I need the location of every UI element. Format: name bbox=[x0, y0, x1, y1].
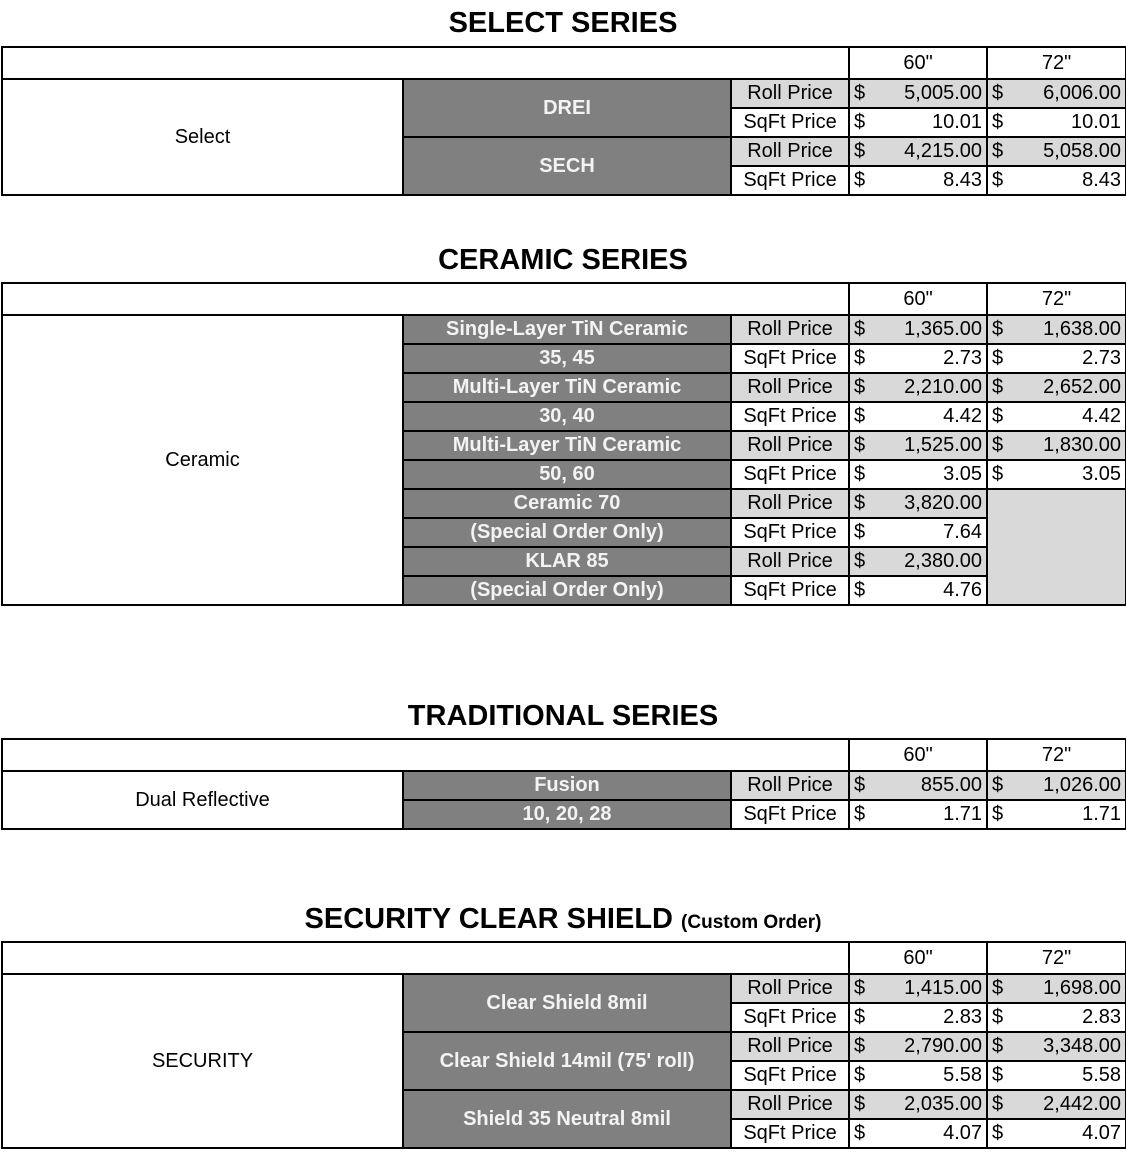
price-72-cell bbox=[987, 137, 1126, 166]
currency-symbol: $ bbox=[992, 774, 1004, 796]
price-type: SqFt Price bbox=[731, 1003, 849, 1032]
price-60-cell bbox=[849, 373, 987, 402]
price-value: 10.01 bbox=[1070, 111, 1122, 133]
product-subname: 10, 20, 28 bbox=[403, 800, 731, 829]
header-spacer bbox=[2, 942, 849, 974]
size-60-header: 60" bbox=[849, 739, 987, 771]
price-72-cell bbox=[987, 373, 1126, 402]
price-type: Roll Price bbox=[731, 974, 849, 1003]
price-value: 1,365.00 bbox=[904, 318, 983, 340]
currency-symbol: $ bbox=[992, 1035, 1004, 1057]
price-value: 2,210.00 bbox=[904, 376, 983, 398]
price-type: SqFt Price bbox=[731, 460, 849, 489]
price-value: 855.00 bbox=[920, 774, 983, 796]
product-subname: 30, 40 bbox=[403, 402, 731, 431]
product-subname: (Special Order Only) bbox=[403, 576, 731, 605]
table-row bbox=[2, 79, 1126, 108]
currency-symbol: $ bbox=[854, 521, 866, 543]
price-72-cell bbox=[987, 1061, 1126, 1090]
table-row bbox=[2, 974, 1126, 1003]
price-value: 5.58 bbox=[943, 1064, 983, 1086]
price-type: SqFt Price bbox=[731, 1061, 849, 1090]
price-60-cell bbox=[849, 771, 987, 800]
price-72-cell bbox=[987, 108, 1126, 137]
price-60-cell bbox=[849, 1090, 987, 1119]
currency-symbol: $ bbox=[854, 434, 866, 456]
header-row bbox=[2, 47, 1126, 79]
price-value: 4.07 bbox=[1082, 1122, 1122, 1144]
currency-symbol: $ bbox=[854, 492, 866, 514]
price-value: 1.71 bbox=[943, 803, 983, 825]
price-value: 6,006.00 bbox=[1043, 82, 1122, 104]
price-72-cell bbox=[987, 1119, 1126, 1148]
price-value: 8.43 bbox=[943, 169, 983, 191]
price-60-cell bbox=[849, 1032, 987, 1061]
price-table-select bbox=[1, 46, 1126, 196]
price-table-security bbox=[1, 941, 1126, 1149]
price-value: 4.07 bbox=[943, 1122, 983, 1144]
price-value: 7.64 bbox=[943, 521, 983, 543]
price-value: 2,442.00 bbox=[1043, 1093, 1122, 1115]
price-type: Roll Price bbox=[731, 771, 849, 800]
price-value: 2,652.00 bbox=[1043, 376, 1122, 398]
size-60-header: 60" bbox=[849, 47, 987, 79]
price-60-cell bbox=[849, 489, 987, 518]
price-value: 3,348.00 bbox=[1043, 1035, 1122, 1057]
currency-symbol: $ bbox=[992, 82, 1004, 104]
price-table-traditional bbox=[1, 738, 1126, 830]
currency-symbol: $ bbox=[992, 169, 1004, 191]
size-72-header: 72" bbox=[987, 47, 1126, 79]
price-72-cell bbox=[987, 315, 1126, 344]
header-row bbox=[2, 942, 1126, 974]
price-60-cell bbox=[849, 402, 987, 431]
price-value: 4.42 bbox=[1082, 405, 1122, 427]
price-value: 1.71 bbox=[1082, 803, 1122, 825]
size-60-header: 60" bbox=[849, 283, 987, 315]
currency-symbol: $ bbox=[992, 1006, 1004, 1028]
price-value: 2.83 bbox=[943, 1006, 983, 1028]
price-type: Roll Price bbox=[731, 137, 849, 166]
price-60-cell bbox=[849, 800, 987, 829]
currency-symbol: $ bbox=[854, 579, 866, 601]
currency-symbol: $ bbox=[992, 376, 1004, 398]
price-72-cell bbox=[987, 431, 1126, 460]
price-60-cell bbox=[849, 1061, 987, 1090]
price-value: 1,525.00 bbox=[904, 434, 983, 456]
price-value: 5.58 bbox=[1082, 1064, 1122, 1086]
category-label: Select bbox=[2, 79, 403, 195]
currency-symbol: $ bbox=[854, 1093, 866, 1115]
section-subtitle: (Custom Order) bbox=[681, 912, 822, 933]
currency-symbol: $ bbox=[992, 977, 1004, 999]
size-72-header: 72" bbox=[987, 283, 1126, 315]
price-60-cell bbox=[849, 137, 987, 166]
product-subname: (Special Order Only) bbox=[403, 518, 731, 547]
table-row bbox=[2, 771, 1126, 800]
section-title-select bbox=[0, 6, 1126, 40]
price-60-cell bbox=[849, 344, 987, 373]
price-value: 2.73 bbox=[943, 347, 983, 369]
price-value: 3.05 bbox=[1082, 463, 1122, 485]
category-label: Dual Reflective bbox=[2, 771, 403, 829]
header-spacer bbox=[2, 739, 849, 771]
product-name: Clear Shield 8mil bbox=[403, 974, 731, 1032]
header-row bbox=[2, 283, 1126, 315]
price-type: SqFt Price bbox=[731, 800, 849, 829]
product-subname: 35, 45 bbox=[403, 344, 731, 373]
currency-symbol: $ bbox=[992, 803, 1004, 825]
section-title-text: CERAMIC SERIES bbox=[438, 244, 688, 276]
price-72-cell bbox=[987, 79, 1126, 108]
section-title-text: SECURITY CLEAR SHIELD bbox=[304, 903, 673, 935]
currency-symbol: $ bbox=[854, 1122, 866, 1144]
price-type: SqFt Price bbox=[731, 1119, 849, 1148]
category-label: SECURITY bbox=[2, 974, 403, 1148]
currency-symbol: $ bbox=[854, 977, 866, 999]
price-value: 3.05 bbox=[943, 463, 983, 485]
price-type: Roll Price bbox=[731, 1032, 849, 1061]
product-name: Fusion bbox=[403, 771, 731, 800]
product-name: Ceramic 70 bbox=[403, 489, 731, 518]
price-value: 8.43 bbox=[1082, 169, 1122, 191]
currency-symbol: $ bbox=[992, 434, 1004, 456]
currency-symbol: $ bbox=[992, 1064, 1004, 1086]
product-name: Multi-Layer TiN Ceramic bbox=[403, 431, 731, 460]
currency-symbol: $ bbox=[854, 1006, 866, 1028]
currency-symbol: $ bbox=[854, 140, 866, 162]
price-type: Roll Price bbox=[731, 79, 849, 108]
currency-symbol: $ bbox=[854, 169, 866, 191]
currency-symbol: $ bbox=[992, 405, 1004, 427]
price-60-cell bbox=[849, 108, 987, 137]
section-title-traditional bbox=[0, 699, 1126, 733]
currency-symbol: $ bbox=[992, 347, 1004, 369]
section-title-security bbox=[0, 902, 1126, 940]
header-spacer bbox=[2, 283, 849, 315]
unavailable-72-cell bbox=[987, 489, 1126, 605]
price-value: 3,820.00 bbox=[904, 492, 983, 514]
price-type: SqFt Price bbox=[731, 166, 849, 195]
price-value: 5,005.00 bbox=[904, 82, 983, 104]
currency-symbol: $ bbox=[992, 1122, 1004, 1144]
category-label: Ceramic bbox=[2, 315, 403, 605]
price-60-cell bbox=[849, 1119, 987, 1148]
price-value: 5,058.00 bbox=[1043, 140, 1122, 162]
size-72-header: 72" bbox=[987, 739, 1126, 771]
product-name: DREI bbox=[403, 79, 731, 137]
price-72-cell bbox=[987, 800, 1126, 829]
price-value: 1,830.00 bbox=[1043, 434, 1122, 456]
product-name: Multi-Layer TiN Ceramic bbox=[403, 373, 731, 402]
price-type: Roll Price bbox=[731, 547, 849, 576]
price-72-cell bbox=[987, 166, 1126, 195]
product-name: Clear Shield 14mil (75' roll) bbox=[403, 1032, 731, 1090]
currency-symbol: $ bbox=[854, 405, 866, 427]
price-type: Roll Price bbox=[731, 1090, 849, 1119]
currency-symbol: $ bbox=[992, 1093, 1004, 1115]
size-72-header: 72" bbox=[987, 942, 1126, 974]
price-value: 2,035.00 bbox=[904, 1093, 983, 1115]
price-type: SqFt Price bbox=[731, 402, 849, 431]
price-72-cell bbox=[987, 402, 1126, 431]
header-row bbox=[2, 739, 1126, 771]
price-60-cell bbox=[849, 576, 987, 605]
currency-symbol: $ bbox=[854, 1035, 866, 1057]
price-72-cell bbox=[987, 771, 1126, 800]
price-60-cell bbox=[849, 460, 987, 489]
product-name: Single-Layer TiN Ceramic bbox=[403, 315, 731, 344]
price-value: 2.73 bbox=[1082, 347, 1122, 369]
product-subname: 50, 60 bbox=[403, 460, 731, 489]
price-type: SqFt Price bbox=[731, 518, 849, 547]
price-value: 2,380.00 bbox=[904, 550, 983, 572]
price-type: SqFt Price bbox=[731, 108, 849, 137]
price-value: 4.42 bbox=[943, 405, 983, 427]
currency-symbol: $ bbox=[992, 111, 1004, 133]
price-value: 1,026.00 bbox=[1043, 774, 1122, 796]
currency-symbol: $ bbox=[854, 463, 866, 485]
size-60-header: 60" bbox=[849, 942, 987, 974]
price-72-cell bbox=[987, 1003, 1126, 1032]
price-type: Roll Price bbox=[731, 489, 849, 518]
section-title-text: TRADITIONAL SERIES bbox=[407, 700, 719, 732]
price-type: Roll Price bbox=[731, 373, 849, 402]
table-row bbox=[2, 315, 1126, 344]
product-name: KLAR 85 bbox=[403, 547, 731, 576]
currency-symbol: $ bbox=[854, 550, 866, 572]
price-type: SqFt Price bbox=[731, 344, 849, 373]
section-title-ceramic bbox=[0, 243, 1126, 277]
price-value: 2,790.00 bbox=[904, 1035, 983, 1057]
price-value: 4.76 bbox=[943, 579, 983, 601]
header-spacer bbox=[2, 47, 849, 79]
currency-symbol: $ bbox=[854, 803, 866, 825]
product-name: Shield 35 Neutral 8mil bbox=[403, 1090, 731, 1148]
currency-symbol: $ bbox=[854, 774, 866, 796]
price-72-cell bbox=[987, 1090, 1126, 1119]
price-72-cell bbox=[987, 1032, 1126, 1061]
currency-symbol: $ bbox=[992, 140, 1004, 162]
price-type: SqFt Price bbox=[731, 576, 849, 605]
price-60-cell bbox=[849, 518, 987, 547]
price-type: Roll Price bbox=[731, 315, 849, 344]
price-value: 4,215.00 bbox=[904, 140, 983, 162]
currency-symbol: $ bbox=[854, 376, 866, 398]
currency-symbol: $ bbox=[992, 463, 1004, 485]
currency-symbol: $ bbox=[854, 347, 866, 369]
price-value: 2.83 bbox=[1082, 1006, 1122, 1028]
currency-symbol: $ bbox=[992, 318, 1004, 340]
section-title-text: SELECT SERIES bbox=[448, 7, 678, 39]
price-60-cell bbox=[849, 315, 987, 344]
currency-symbol: $ bbox=[854, 82, 866, 104]
price-60-cell bbox=[849, 431, 987, 460]
currency-symbol: $ bbox=[854, 1064, 866, 1086]
currency-symbol: $ bbox=[854, 111, 866, 133]
price-type: Roll Price bbox=[731, 431, 849, 460]
price-60-cell bbox=[849, 547, 987, 576]
price-value: 1,638.00 bbox=[1043, 318, 1122, 340]
price-table-ceramic bbox=[1, 282, 1126, 606]
price-value: 1,415.00 bbox=[904, 977, 983, 999]
price-72-cell bbox=[987, 460, 1126, 489]
price-60-cell bbox=[849, 79, 987, 108]
price-60-cell bbox=[849, 974, 987, 1003]
currency-symbol: $ bbox=[854, 318, 866, 340]
price-60-cell bbox=[849, 1003, 987, 1032]
price-72-cell bbox=[987, 974, 1126, 1003]
product-name: SECH bbox=[403, 137, 731, 195]
price-value: 10.01 bbox=[931, 111, 983, 133]
price-72-cell bbox=[987, 344, 1126, 373]
price-60-cell bbox=[849, 166, 987, 195]
price-value: 1,698.00 bbox=[1043, 977, 1122, 999]
